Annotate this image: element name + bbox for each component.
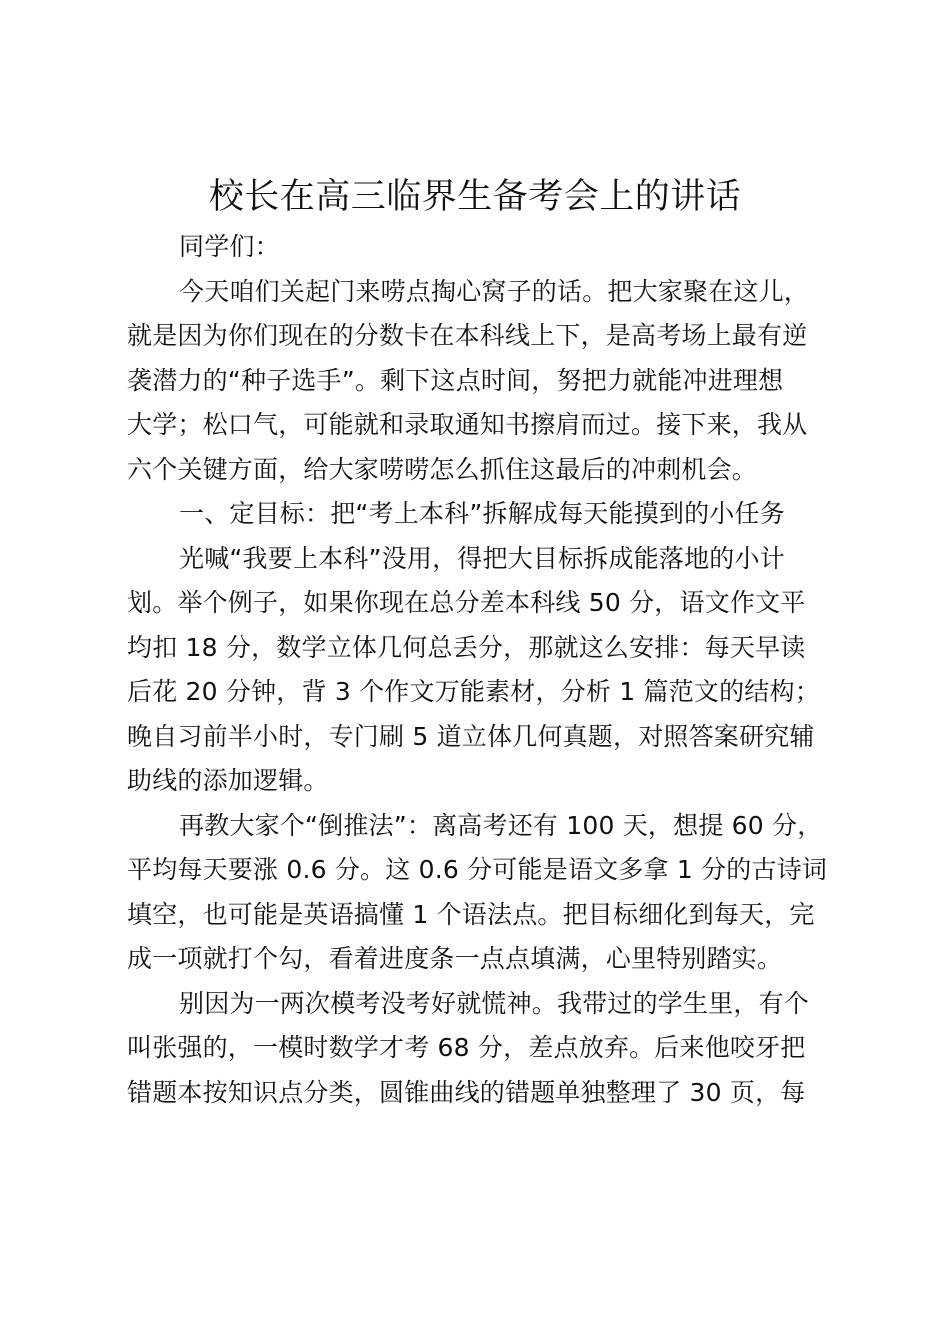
greeting-line: 同学们： [179, 232, 280, 261]
document-title: 校长在高三临界生备考会上的讲话 [208, 177, 742, 217]
paragraph-line: 就是因为你们现在的分数卡在本科线上下，是高考场上最有逆 [127, 321, 808, 350]
paragraph-line: 大学；松口气，可能就和录取通知书擦肩而过。接下来，我从 [127, 410, 808, 439]
document-body [127, 225, 847, 1115]
paragraph-line: 均扣 18 分，数学立体几何总丢分，那就这么安排：每天早读 [127, 632, 806, 662]
paragraph-line: 晚自习前半小时，专门刷 5 道立体几何真题，对照答案研究辅 [127, 721, 815, 751]
paragraph-line: 袭潜力的“种子选手”。剩下这点时间，努把力就能冲进理想 [127, 365, 784, 395]
paragraph-line: 光喊“我要上本科”没用，得把大目标拆成能落地的小计 [179, 543, 785, 573]
paragraph-line: 填空，也可能是英语搞懂 1 个语法点。把目标细化到每天，完 [127, 899, 815, 929]
paragraph-line: 成一项就打个勾，看着进度条一点点填满，心里特别踏实。 [127, 944, 783, 973]
paragraph-line: 划。举个例子，如果你现在总分差本科线 50 分，语文作文平 [127, 588, 806, 617]
paragraph-line: 错题本按知识点分类，圆锥曲线的错题单独整理了 30 页，每 [127, 1077, 806, 1107]
paragraph-line: 助线的添加逻辑。 [127, 766, 329, 795]
paragraph-line: 今天咱们关起门来唠点掏心窝子的话。把大家聚在这儿， [179, 276, 810, 306]
paragraph-line: 再教大家个“倒推法”：离高考还有 100 天，想提 60 分， [179, 810, 823, 840]
section-heading: 一、定目标：把“考上本科”拆解成每天能摸到的小任务 [179, 499, 785, 528]
paragraph-line: 叫张强的，一模时数学才考 68 分，差点放弃。后来他咬牙把 [127, 1033, 806, 1062]
paragraph-line: 六个关键方面，给大家唠唠怎么抓住这最后的冲刺机会。 [127, 454, 758, 484]
paragraph-line: 平均每天要涨 0.6 分。这 0.6 分可能是语文多拿 1 分的古诗词 [127, 855, 828, 884]
paragraph-line: 别因为一两次模考没考好就慌神。我带过的学生里，有个 [179, 988, 810, 1018]
paragraph-line: 后花 20 分钟，背 3 个作文万能素材，分析 1 篇范文的结构； [127, 677, 820, 706]
